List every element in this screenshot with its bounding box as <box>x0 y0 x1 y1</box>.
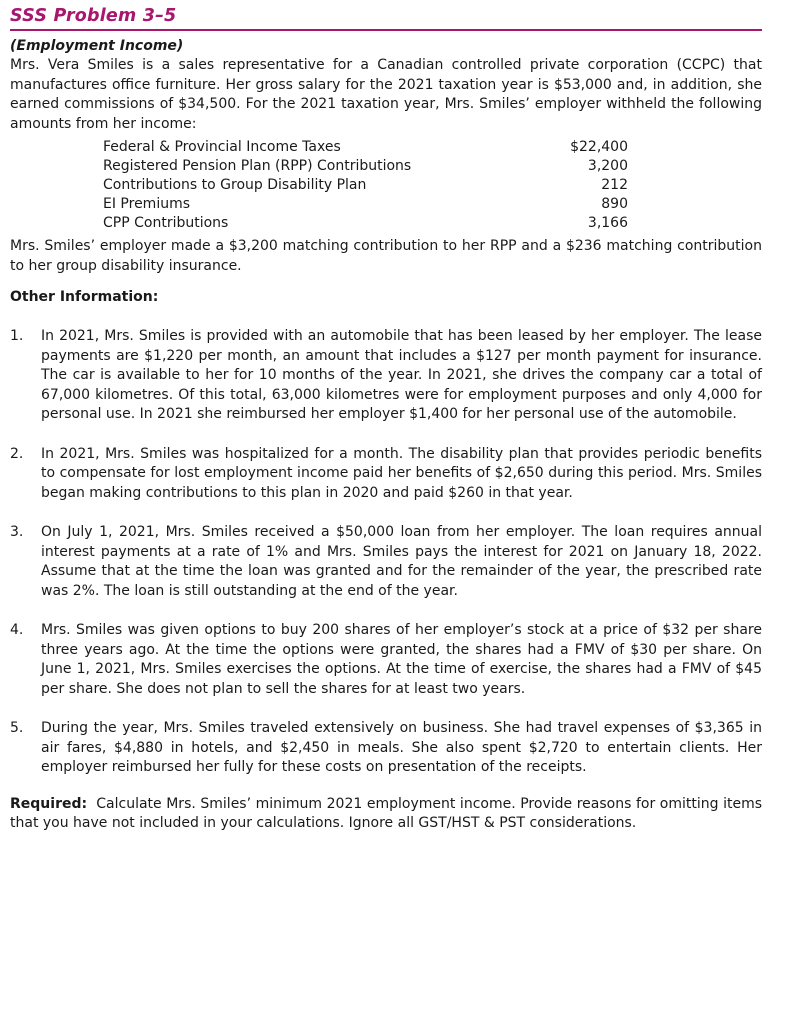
item-text: In 2021, Mrs. Smiles is provided with an automobile that has been leased by her employer. The lease payments are $1,220 per month, an amount that includes a $127 per month payment for insurance. The car is available to her for 10 months of the year. In 2021, she drives the company car a total of 67,000 kilometres. Of this total, 63,000 kilometres were for employment purposes and only 4,000 for personal use. In 2021 she reimbursed her employer $1,400 for her personal use of the automobile. <box>41 328 762 422</box>
other-information-heading: Other Information: <box>10 289 159 305</box>
problem-page <box>10 6 762 834</box>
item-text: On July 1, 2021, Mrs. Smiles received a $50,000 loan from her employer. The loan requires annual interest payments at a rate of 1% and Mrs. Smiles pays the interest for 2021 on January 18, 2022. Assume that at the time the loan was granted and for the remainder of the year, the prescribed rate was 2%. The loan is still outstanding at the end of the year. <box>41 524 762 599</box>
withholding-label: EI Premiums <box>103 196 191 212</box>
withholding-amount: $22,400 <box>570 139 628 155</box>
withholding-amount: 212 <box>601 177 628 193</box>
required-text: Calculate Mrs. Smiles’ minimum 2021 employment income. Provide reasons for omitting items that you have not included in your calculations. Ignore all GST/HST & PST considerations. <box>10 795 763 831</box>
item-number: 1. <box>10 328 24 344</box>
information-list <box>10 327 762 778</box>
required-label: Required: <box>10 795 88 812</box>
withholding-amount: 3,200 <box>587 158 628 174</box>
item-number: 4. <box>10 622 24 638</box>
item-number: 3. <box>10 524 24 540</box>
withholding-amount: 3,166 <box>587 215 628 231</box>
problem-subtitle: (Employment Income) <box>10 38 184 54</box>
item-number: 2. <box>10 445 24 462</box>
list-item <box>10 327 762 425</box>
table-row <box>103 214 628 233</box>
table-row <box>103 157 628 176</box>
problem-title: SSS Problem 3–5 <box>10 6 762 31</box>
list-item <box>10 445 762 504</box>
withholdings-table <box>103 138 628 233</box>
withholding-label: CPP Contributions <box>103 215 229 231</box>
withholding-label: Contributions to Group Disability Plan <box>103 177 367 193</box>
list-item <box>10 523 762 601</box>
table-row <box>103 176 628 195</box>
withholding-label: Federal & Provincial Income Taxes <box>103 139 341 155</box>
required-paragraph <box>10 795 762 834</box>
list-item <box>10 719 762 778</box>
item-number: 5. <box>10 720 24 736</box>
withholding-amount: 890 <box>601 196 628 212</box>
withholding-label: Registered Pension Plan (RPP) Contributions <box>103 158 412 174</box>
item-text: In 2021, Mrs. Smiles was hospitalized for a month. The disability plan that provides periodic benefits to compensate for lost employment income paid her benefits of $2,650 during this period. Mrs. Smiles began making contributions to this plan in 2020 and paid $260 in that year. <box>41 445 762 501</box>
matching-paragraph: Mrs. Smiles’ employer made a $3,200 matching contribution to her RPP and a $236 matching contribution to her group disability insurance. <box>10 238 762 274</box>
table-row <box>103 195 628 214</box>
item-text: During the year, Mrs. Smiles traveled extensively on business. She had travel expenses of $3,365 in air fares, $4,880 in hotels, and $2,450 in meals. She also spent $2,720 to entertain clients. Her employer reimbursed her fully for these costs on presentation of the receipts. <box>41 720 762 775</box>
item-text: Mrs. Smiles was given options to buy 200 shares of her employer’s stock at a price of $32 per share three years ago. At the time the options were granted, the shares had a FMV of $30 per share. On June 1, 2021, Mrs. Smiles exercises the options. At the time of exercise, the shares had a FMV of $45 per share. She does not plan to sell the shares for at least two years. <box>41 622 762 697</box>
list-item <box>10 621 762 699</box>
intro-paragraph: Mrs. Vera Smiles is a sales representative for a Canadian controlled private corporation (CCPC) that manufactures office furniture. Her gross salary for the 2021 taxation year is $53,000 and, in addition, she earned commissions of $34,500. For the 2021 taxation year, Mrs. Smiles’ employer withheld the following amounts from her income: <box>10 57 762 132</box>
table-row <box>103 138 628 157</box>
